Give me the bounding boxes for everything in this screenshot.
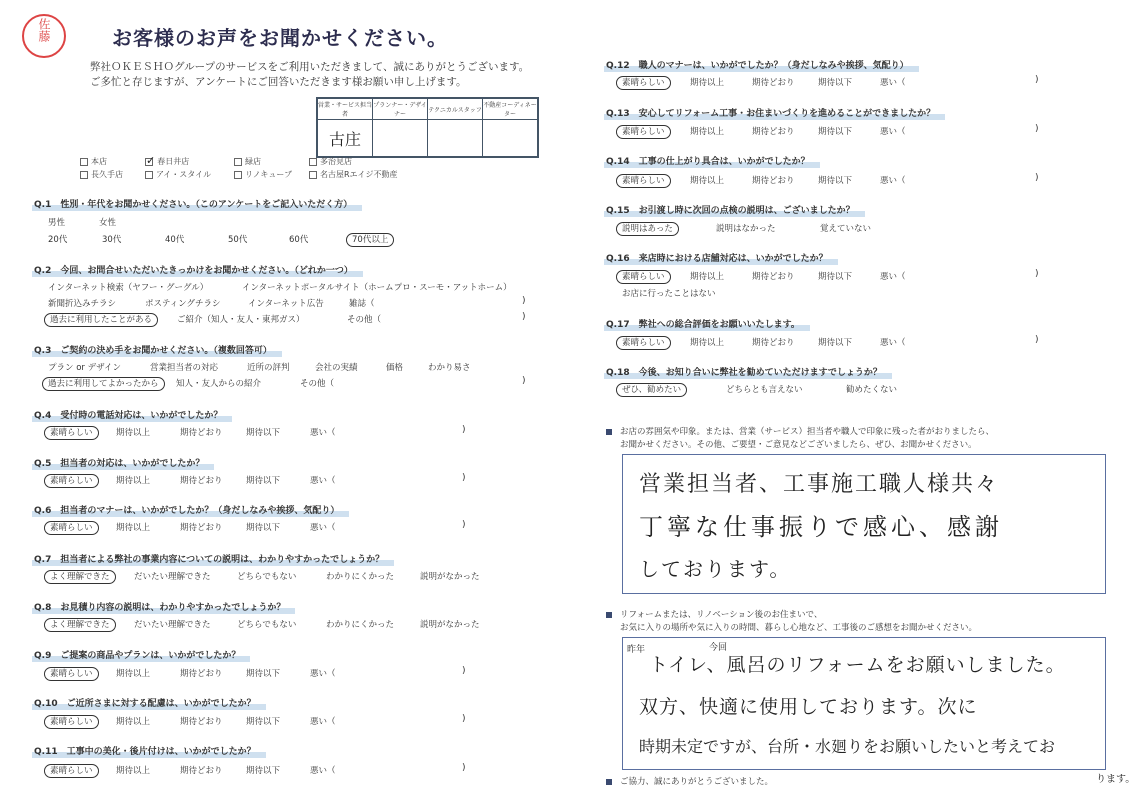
question-label: Q.6 担当者のマナーは、いかがでしたか？（身だしなみや挨拶、気配り） <box>34 503 339 516</box>
checkbox[interactable] <box>80 158 88 166</box>
paren-close: ) <box>522 296 526 306</box>
option[interactable]: インターネットポータルサイト（ホームプロ・スーモ・アットホーム） <box>242 283 512 293</box>
question-label: Q.11 工事中の美化・後片付けは、いかがでしたか？ <box>34 744 256 757</box>
handwriting-line: ります。 <box>1096 774 1136 785</box>
option[interactable]: 期待どおり <box>180 766 223 776</box>
paren-close: ) <box>462 473 466 483</box>
staff-value[interactable]: 古庄 <box>317 120 373 158</box>
option[interactable]: 期待以下 <box>246 766 281 776</box>
store-item[interactable]: 緑店 <box>234 156 261 167</box>
paren-close: ) <box>462 520 466 530</box>
comment-box-1[interactable] <box>622 454 1106 594</box>
thanks-note: ご協力、誠にありがとうございました。 <box>606 776 773 789</box>
paren-close: ) <box>1035 269 1039 279</box>
option[interactable]: 勧めたくない <box>846 385 898 395</box>
option[interactable]: 悪い（ <box>880 176 906 186</box>
option[interactable]: 価格 <box>386 363 404 373</box>
option[interactable]: 新聞折込みチラシ <box>48 299 117 309</box>
option[interactable]: 悪い（ <box>310 523 336 533</box>
option[interactable]: 期待以上 <box>116 428 151 438</box>
checkbox[interactable] <box>309 158 317 166</box>
question-label: Q.14 工事の仕上がり具合は、いかがでしたか？ <box>606 154 810 167</box>
paren-close: ) <box>462 666 466 676</box>
option-selected[interactable]: 素晴らしい <box>622 270 671 282</box>
option[interactable]: 期待どおり <box>752 176 795 186</box>
store-item[interactable]: リノキューブ <box>234 169 292 180</box>
option[interactable]: 期待どおり <box>180 717 223 727</box>
paren-close: ) <box>1035 124 1039 134</box>
option[interactable]: 期待どおり <box>180 476 223 486</box>
option-selected[interactable]: 過去に利用したことがある <box>50 313 158 325</box>
staff-header: プランナー・デザイナー <box>373 98 428 120</box>
comment-prompt-2: リフォームまたは、リノベーション後のお住まいで、 お気に入りの場所や気に入りの時間、暮らし心地など、工事後のご感想をお聞かせください。 <box>606 609 977 635</box>
bullet-square-icon <box>606 779 612 785</box>
option[interactable]: 悪い（ <box>310 669 336 679</box>
option[interactable]: わかりにくかった <box>326 572 395 582</box>
option[interactable]: どちらとも言えない <box>726 385 803 395</box>
question-label: Q.7 担当者による弊社の事業内容についての説明は、わかりやすかったでしょうか？ <box>34 552 384 565</box>
option[interactable]: 期待どおり <box>180 428 223 438</box>
handwriting-note: 今回 <box>709 643 728 653</box>
option-selected[interactable]: 過去に利用してよかったから <box>48 377 165 389</box>
option[interactable]: 期待以下 <box>818 176 853 186</box>
question-label: Q.5 担当者の対応は、いかがでしたか？ <box>34 456 204 469</box>
option-selected[interactable]: 素晴らしい <box>50 426 99 438</box>
store-item[interactable]: 名古屋Rエイジ不動産 <box>309 169 398 180</box>
checkbox[interactable] <box>234 171 242 179</box>
option[interactable]: どちらでもない <box>237 620 297 630</box>
store-item[interactable]: アイ・スタイル <box>145 169 211 180</box>
handwriting-line: 営業担当者、工事施工職人様共々 <box>639 472 1000 497</box>
option[interactable]: インターネット検索（ヤフー・グーグル） <box>48 283 209 293</box>
handwriting-line: トイレ、風呂のリフォームをお願いしました。 <box>649 654 1066 676</box>
store-item[interactable]: 長久手店 <box>80 169 123 180</box>
paren-close: ) <box>1035 173 1039 183</box>
store-item[interactable]: 本店 <box>80 156 107 167</box>
option-selected[interactable]: 説明はあった <box>622 222 679 234</box>
paren-close: ) <box>522 312 526 322</box>
intro-line-2: ご多忙と存じますが、アンケートにご回答いただきます様お願い申し上げます。 <box>90 76 467 88</box>
option[interactable]: 期待以下 <box>818 272 853 282</box>
option[interactable]: ご紹介（知人・友人・東邦ガス） <box>177 315 305 325</box>
staff-value[interactable] <box>373 120 428 158</box>
staff-value[interactable] <box>428 120 483 158</box>
bullet-square-icon <box>606 612 612 618</box>
option[interactable]: 営業担当者の対応 <box>150 363 219 373</box>
intro-line-1: 弊社ＯＫＥＳＨＯグループのサービスをご利用いただきまして、誠にありがとうございます。 <box>90 61 530 73</box>
checkbox[interactable] <box>145 171 153 179</box>
paren-close: ) <box>1035 335 1039 345</box>
option[interactable]: 期待以下 <box>246 428 281 438</box>
option-selected[interactable]: 素晴らしい <box>622 76 671 88</box>
option[interactable]: 期待以下 <box>246 669 281 679</box>
question-label: Q.8 お見積り内容の説明は、わかりやすかったでしょうか？ <box>34 600 285 613</box>
option-selected[interactable]: よく理解できた <box>50 618 116 630</box>
question-label: Q.18 今後、お知り合いに弊社を勧めていただけますでしょうか？ <box>606 365 882 378</box>
option[interactable]: わかりにくかった <box>326 620 395 630</box>
paren-close: ) <box>1035 75 1039 85</box>
option[interactable]: 期待以上 <box>116 717 151 727</box>
option[interactable]: ポスティングチラシ <box>145 299 221 309</box>
option[interactable]: だいたい理解できた <box>134 620 211 630</box>
option[interactable]: その他（ <box>347 315 382 325</box>
option[interactable]: 説明がなかった <box>420 620 480 630</box>
option[interactable]: 20代 <box>48 235 68 245</box>
option-selected[interactable]: 70代以上 <box>352 233 394 245</box>
handwriting-line: 双方、快適に使用しております。次に <box>639 696 978 718</box>
option[interactable]: 40代 <box>165 235 185 245</box>
option[interactable]: その他（ <box>300 379 335 389</box>
option-selected[interactable]: 素晴らしい <box>622 125 671 137</box>
paren-close: ) <box>462 763 466 773</box>
handwriting-line: 時期未定ですが、台所・水廻りをお願いしたいと考えてお <box>639 737 1056 756</box>
question-label: Q.3 ご契約の決め手をお聞かせください。（複数回答可） <box>34 343 272 356</box>
staff-table <box>316 97 539 158</box>
checkbox[interactable] <box>309 171 317 179</box>
option[interactable]: だいたい理解できた <box>134 572 211 582</box>
bullet-square-icon <box>606 429 612 435</box>
paren-close: ) <box>462 714 466 724</box>
question-label: Q.17 弊社への総合評価をお願いいたします。 <box>606 317 800 330</box>
option-selected[interactable]: 素晴らしい <box>50 474 99 486</box>
staff-header: 不動産コーディネーター <box>483 98 539 120</box>
option-selected[interactable]: 素晴らしい <box>50 764 99 776</box>
option-selected[interactable]: 素晴らしい <box>622 174 671 186</box>
option-selected[interactable]: ぜひ、勧めたい <box>622 383 687 395</box>
option[interactable]: 近所の評判 <box>247 363 290 373</box>
checkbox[interactable] <box>234 158 242 166</box>
option-selected[interactable]: 素晴らしい <box>622 336 671 348</box>
staff-value[interactable] <box>483 120 539 158</box>
option[interactable]: 期待以下 <box>818 78 853 88</box>
option[interactable]: 悪い（ <box>880 272 906 282</box>
option[interactable]: 期待以上 <box>690 338 725 348</box>
option[interactable]: 期待どおり <box>180 669 223 679</box>
option[interactable]: 50代 <box>228 235 248 245</box>
question-label: Q.12 職人のマナーは、いかがでしたか？（身だしなみや挨拶、気配り） <box>606 58 909 71</box>
question-label: Q.13 安心してリフォーム工事・お住まいづくりを進めることができましたか？ <box>606 106 935 119</box>
question-label: Q.2 今回、お問合せいただいたきっかけをお聞かせください。（どれか一つ） <box>34 263 353 276</box>
option[interactable]: 30代 <box>102 235 122 245</box>
option[interactable]: 悪い（ <box>310 428 336 438</box>
option[interactable]: プラン or デザイン <box>48 363 122 373</box>
option[interactable]: 期待以上 <box>690 78 725 88</box>
option[interactable]: インターネット広告 <box>248 299 324 309</box>
option[interactable]: 悪い（ <box>310 717 336 727</box>
option[interactable]: 期待どおり <box>180 523 223 533</box>
option[interactable]: 期待以下 <box>246 717 281 727</box>
paren-close: ) <box>522 376 526 386</box>
question-label: Q.9 ご提案の商品やプランは、いかがでしたか？ <box>34 648 240 661</box>
option[interactable]: 期待どおり <box>752 127 795 137</box>
option[interactable]: 期待どおり <box>752 272 795 282</box>
staff-header: 営業・サービス担当者 <box>317 98 373 120</box>
option[interactable]: 悪い（ <box>880 127 906 137</box>
option[interactable]: 男性 <box>48 218 66 228</box>
option[interactable]: 悪い（ <box>310 476 336 486</box>
option[interactable]: 期待どおり <box>752 78 795 88</box>
option-selected[interactable]: 素晴らしい <box>50 715 99 727</box>
question-label: Q.16 来店時における店舗対応は、いかがでしたか？ <box>606 251 828 264</box>
name-seal-stamp: 佐藤 <box>22 14 66 58</box>
option[interactable]: 会社の実績 <box>315 363 358 373</box>
question-label: Q.15 お引渡し時に次回の点検の説明は、ございましたか？ <box>606 203 855 216</box>
option[interactable]: 期待以上 <box>690 176 725 186</box>
option[interactable]: 雑誌（ <box>349 299 375 309</box>
option[interactable]: 期待以上 <box>690 272 725 282</box>
option[interactable]: お店に行ったことはない <box>622 289 716 299</box>
store-item[interactable]: 多治見店 <box>309 156 352 167</box>
option[interactable]: 期待以下 <box>246 523 281 533</box>
option[interactable]: 期待以下 <box>818 338 853 348</box>
option[interactable]: 期待以下 <box>246 476 281 486</box>
option[interactable]: 期待以下 <box>818 127 853 137</box>
option-selected[interactable]: 素晴らしい <box>50 521 99 533</box>
staff-header: テクニカルスタッフ <box>428 98 483 120</box>
option[interactable]: 覚えていない <box>820 224 872 234</box>
option[interactable]: 期待以上 <box>116 766 151 776</box>
comment-box-2[interactable] <box>622 637 1106 770</box>
check-mark-icon: ✓ <box>146 154 156 167</box>
option[interactable]: 説明がなかった <box>420 572 480 582</box>
comment-prompt-1: お店の雰囲気や印象。または、営業（サービス）担当者や職人で印象に残った者がおりましたら、 お聞かせください。その他、ご要望・ご意見などございましたら、ぜひ、お聞かせください。 <box>606 426 994 452</box>
question-label: Q.10 ご近所さまに対する配慮は、いかがでしたか？ <box>34 696 256 709</box>
option[interactable]: 女性 <box>99 218 117 228</box>
handwriting-line: しております。 <box>639 557 792 581</box>
option[interactable]: 期待以上 <box>116 523 151 533</box>
checkbox[interactable] <box>80 171 88 179</box>
option-selected[interactable]: 素晴らしい <box>50 667 99 679</box>
option[interactable]: 期待以上 <box>690 127 725 137</box>
handwriting-line: 丁寧な仕事振りで感心、感謝 <box>639 513 1003 541</box>
option[interactable]: 期待以上 <box>116 669 151 679</box>
option[interactable]: 期待以上 <box>116 476 151 486</box>
question-label: Q.4 受付時の電話対応は、いかがでしたか？ <box>34 408 222 421</box>
intro-text <box>90 60 529 90</box>
option[interactable]: 説明はなかった <box>716 224 776 234</box>
option[interactable]: 悪い（ <box>310 766 336 776</box>
question-label: Q.1 性別・年代をお聞かせください。（このアンケートをご記入いただく方） <box>34 197 352 210</box>
store-item[interactable]: ✓ 春日井店 <box>146 154 190 167</box>
option-selected[interactable]: よく理解できた <box>50 570 116 582</box>
paren-close: ) <box>462 425 466 435</box>
option[interactable]: わかり易さ <box>428 363 471 373</box>
option[interactable]: 悪い（ <box>880 78 906 88</box>
option[interactable]: 知人・友人からの紹介 <box>176 379 262 389</box>
handwriting-note: 昨年 <box>627 645 646 655</box>
option[interactable]: 悪い（ <box>880 338 906 348</box>
option[interactable]: どちらでもない <box>237 572 297 582</box>
page-title: お客様のお声をお聞かせください。 <box>112 26 448 50</box>
option[interactable]: 60代 <box>289 235 309 245</box>
option[interactable]: 期待どおり <box>752 338 795 348</box>
